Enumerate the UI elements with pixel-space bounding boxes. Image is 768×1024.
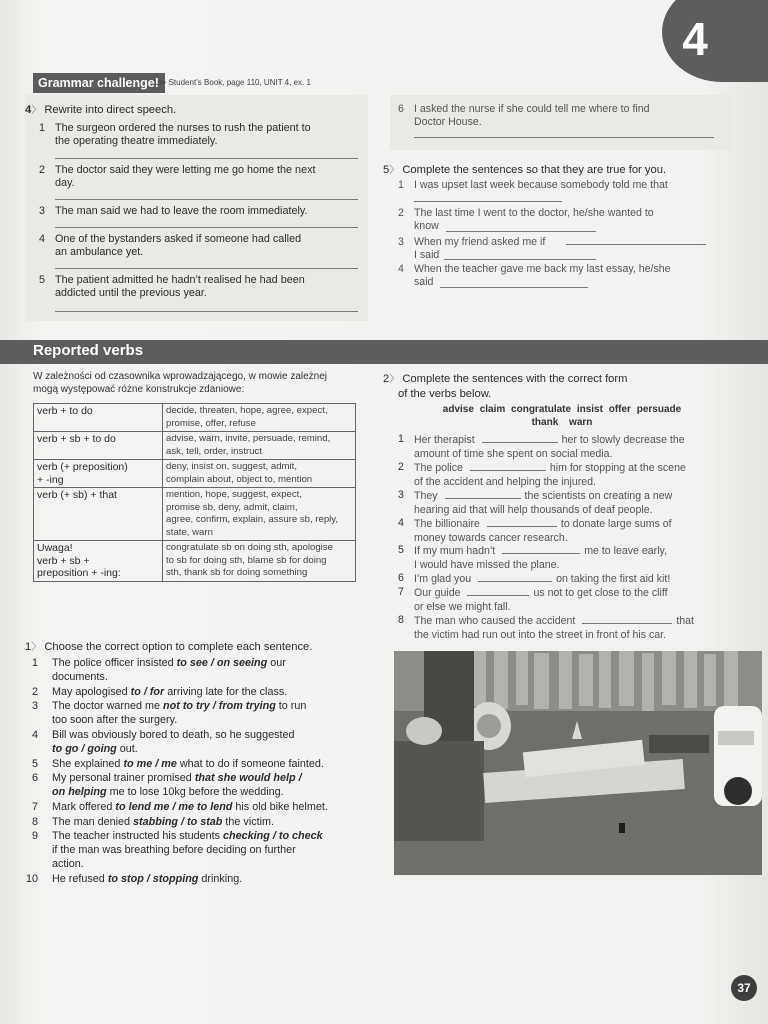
answer-line[interactable] xyxy=(446,231,596,232)
pattern-cell: verb (+ preposition) + -ing xyxy=(34,460,163,488)
exercise-2-heading: 2〉 Complete the sentences with the correct form of the verbs below. xyxy=(383,373,628,400)
exercise-number: 2 xyxy=(383,373,390,385)
word-bank: advise claim congratulate insist offer persuade thank warn xyxy=(442,404,682,428)
verbs-cell: deny, insist on, suggest, admit, complain about, object to, mention xyxy=(163,460,356,488)
table-row xyxy=(34,404,356,432)
accident-scene-illustration xyxy=(394,651,762,875)
table-row xyxy=(34,460,356,488)
verbs-cell: advise, warn, invite, persuade, remind, ask, tell, order, instruct xyxy=(163,432,356,460)
exercise-instruction: Complete the sentences so that they are true for you. xyxy=(402,164,667,176)
answer-line[interactable] xyxy=(444,259,596,260)
item-number: 10 xyxy=(26,873,39,885)
item-number: 3 xyxy=(398,489,404,501)
answer-blank[interactable] xyxy=(445,489,521,499)
table-row xyxy=(34,432,356,460)
answer-line[interactable] xyxy=(414,137,714,138)
reported-verbs-table xyxy=(33,403,356,582)
exercise-number: 4 xyxy=(25,104,32,116)
answer-line[interactable] xyxy=(55,227,358,228)
section-title: Reported verbs xyxy=(33,342,144,359)
answer-blank[interactable] xyxy=(478,572,552,582)
item-number: 8 xyxy=(32,816,39,828)
exercise-number: 1 xyxy=(25,641,32,653)
exercise-instruction: Choose the correct option to complete each sentence. xyxy=(44,641,313,653)
item-number: 3 xyxy=(32,700,39,712)
answer-blank[interactable] xyxy=(502,544,580,554)
grammar-challenge-tag: Grammar challenge! xyxy=(33,73,165,93)
answer-line[interactable] xyxy=(566,244,706,245)
item-number: 8 xyxy=(398,614,404,626)
exercise-instruction: Rewrite into direct speech. xyxy=(44,104,177,116)
grammar-challenge-reference: ≫ Student’s Book, page 110, UNIT 4, ex. 1 xyxy=(158,78,311,87)
pattern-cell: verb + sb + to do xyxy=(34,432,163,460)
verbs-cell: mention, hope, suggest, expect, promise sb, deny, admit, claim, agree, confirm, explain, assure sb, reply, state, warn xyxy=(163,488,356,541)
table-row xyxy=(34,488,356,541)
answer-line[interactable] xyxy=(55,199,358,200)
exercise-5-heading: 5〉 Complete the sentences so that they are true for you. xyxy=(383,164,667,176)
item-number: 1 xyxy=(32,657,39,669)
item-number: 9 xyxy=(32,830,39,842)
item-number: 2 xyxy=(32,686,39,698)
item-number: 4 xyxy=(398,517,404,529)
item-number: 2 xyxy=(398,461,404,473)
pattern-cell: verb (+ sb) + that xyxy=(34,488,163,541)
item-number: 5 xyxy=(398,544,404,556)
answer-blank[interactable] xyxy=(582,614,672,624)
table-row xyxy=(34,541,356,582)
answer-line[interactable] xyxy=(55,311,358,312)
answer-blank[interactable] xyxy=(487,517,557,527)
accident-scene-photo xyxy=(394,651,762,875)
item-number: 7 xyxy=(32,801,39,813)
item-number: 6 xyxy=(32,772,39,784)
exercise-1-heading: 1〉 Choose the correct option to complete each sentence. xyxy=(25,641,313,653)
answer-line[interactable] xyxy=(440,287,588,288)
verbs-cell: decide, threaten, hope, agree, expect, promise, offer, refuse xyxy=(163,404,356,432)
item-number: 5 xyxy=(32,758,39,770)
answer-line[interactable] xyxy=(55,158,358,159)
item-number: 6 xyxy=(398,572,404,584)
answer-blank[interactable] xyxy=(470,461,546,471)
item-number: 1 xyxy=(398,433,404,445)
pattern-cell: Uwaga! verb + sb + preposition + -ing: xyxy=(34,541,163,582)
item-number: 7 xyxy=(398,586,404,598)
pattern-cell: verb + to do xyxy=(34,404,163,432)
answer-blank[interactable] xyxy=(482,433,558,443)
item-number: 4 xyxy=(32,729,39,741)
reported-verbs-intro: W zależności od czasownika wprowadzającego, w mowie zależnej mogą występować różne konstrukcje zdaniowe: xyxy=(33,371,328,395)
answer-line[interactable] xyxy=(55,268,358,269)
exercise-number: 5 xyxy=(383,164,390,176)
answer-line[interactable] xyxy=(414,201,562,202)
verbs-cell: congratulate sb on doing sth, apologise to sb for doing sth, blame sb for doing sth, thank sb for doing something xyxy=(163,541,356,582)
answer-blank[interactable] xyxy=(467,586,529,596)
unit-number: 4 xyxy=(682,13,708,65)
exercise-4-heading: 4〉 Rewrite into direct speech. xyxy=(25,104,177,116)
page-number: 37 xyxy=(731,975,757,1001)
